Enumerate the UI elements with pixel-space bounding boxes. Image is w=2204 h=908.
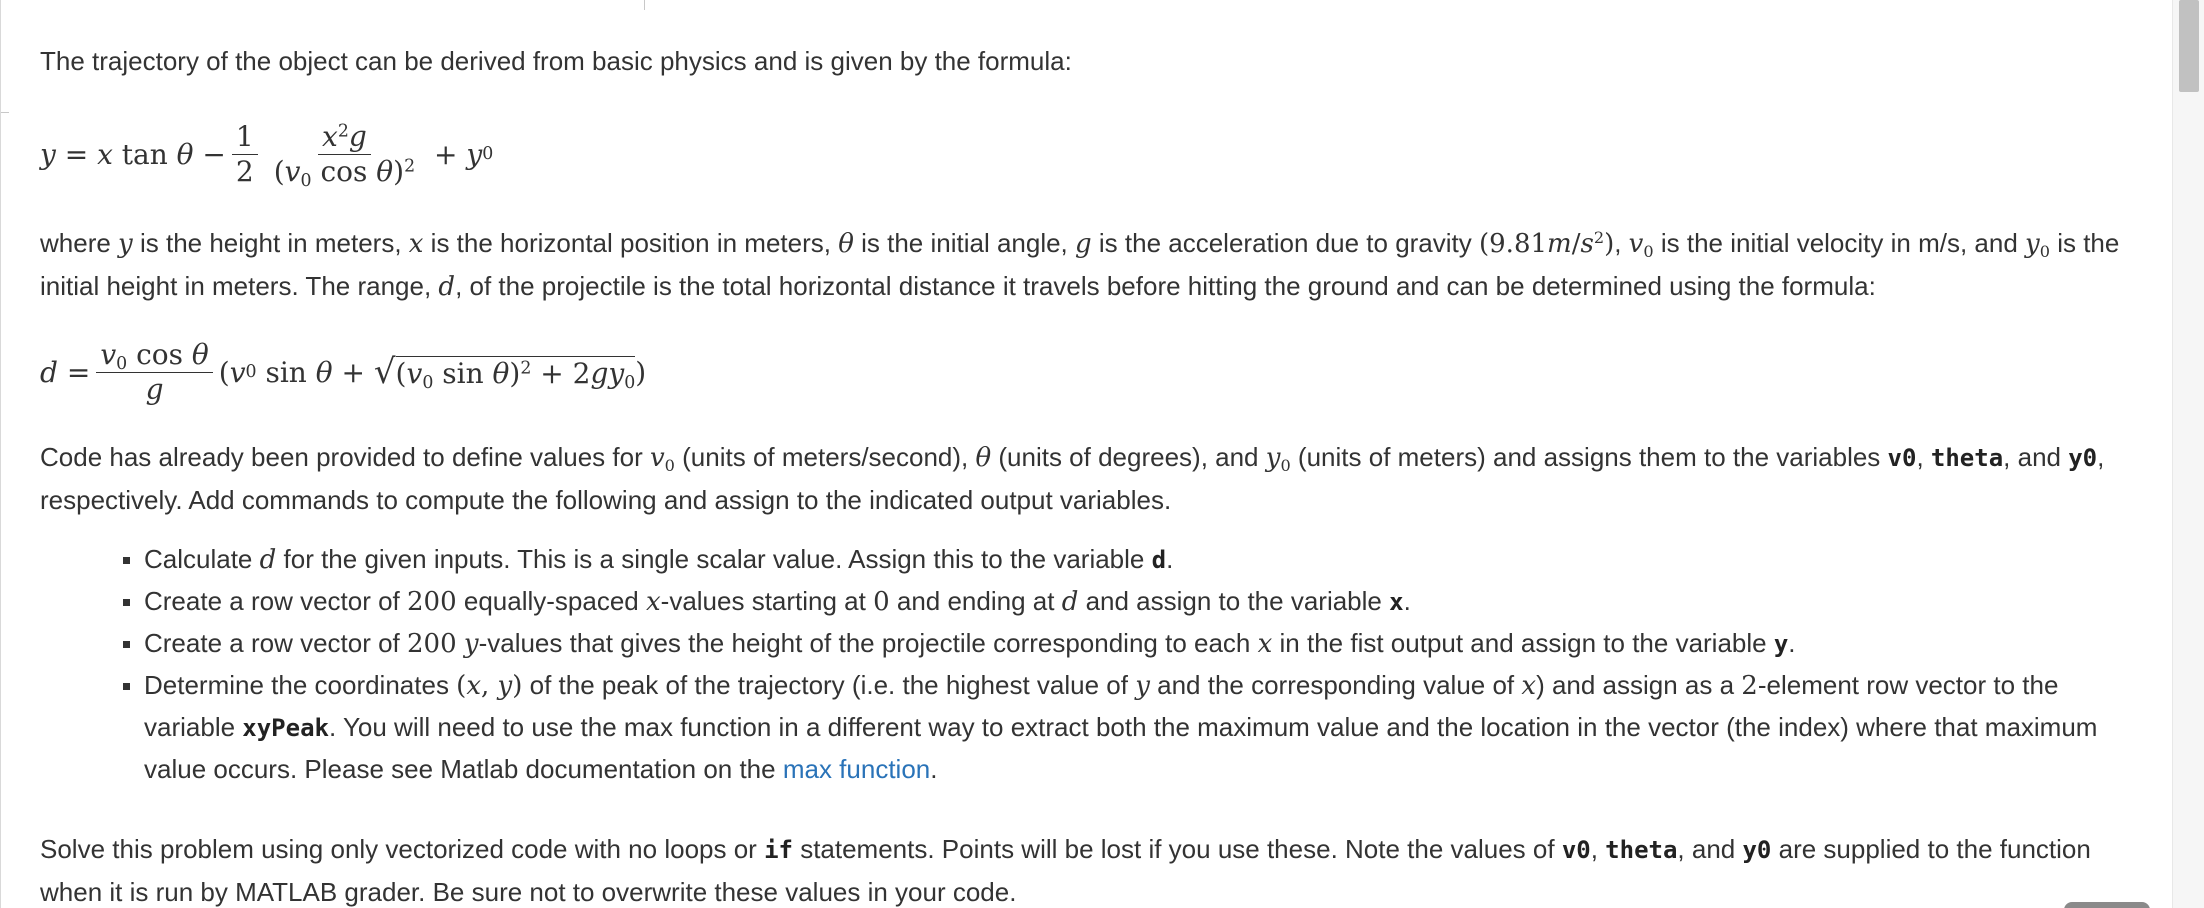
keyword-if: if xyxy=(764,836,793,864)
list-item: Create a row vector of 200 equally-spaced x-values starting at 0 and ending at d and assign to the variable x. xyxy=(144,581,2124,623)
divider-tick xyxy=(644,0,645,10)
var-x: x xyxy=(1389,588,1404,616)
var-d: d xyxy=(1151,546,1167,574)
var-theta: theta xyxy=(1930,444,2004,472)
code-provided-paragraph: Code has already been provided to define values for $v_0$ (units of meters/second), θ (units of degrees), and $y_0$ (units of meters) and assigns them to the variables v0, theta, and y0, respectively. Add commands to compute the following and assign to the indicated output variables. xyxy=(40,442,2105,515)
var-xypeak: xyPeak xyxy=(242,714,329,742)
var-y0: y0 xyxy=(1742,836,1772,864)
divider-tick-left xyxy=(1,112,9,113)
trajectory-formula: y = x tan θ − $\frac{1}{2}$ $\frac{x^2g}{(v_0 \cos \theta)^2}$ + y 0 xyxy=(40,119,494,191)
task-list xyxy=(40,539,2120,790)
variables-paragraph: where y is the height in meters, x is the horizontal position in meters, θ is the initial angle, g is the acceleration due to gravity $(9.81m/s^2)$, $v_0$ is the initial velocity in m/s, and $y_0$ is the initial height in meters. The range, d, of the projectile is the total horizontal distance it travels before hitting the ground and can be determined using the formula: xyxy=(40,228,2120,302)
var-y0: y0 xyxy=(2068,444,2098,472)
var-theta: theta xyxy=(1605,836,1678,864)
list-item: Determine the coordinates (x, y) of the peak of the trajectory (i.e. the highest value of y and the corresponding value of x) and assign as a 2-element row vector to the variable xyPeak. You will need to use the max function in a different way to extract both the maximum value and the location in the vector (the index) where that maximum value occurs. Please see Matlab documentation on the max function. xyxy=(144,665,2124,790)
list-item: Calculate d for the given inputs. This is a single scalar value. Assign this to the variable d. xyxy=(144,539,2124,581)
var-y: y xyxy=(1773,630,1789,658)
scrollbar-thumb[interactable] xyxy=(2179,0,2199,92)
vertical-scrollbar[interactable] xyxy=(2172,0,2204,908)
max-function-link[interactable]: max function xyxy=(782,754,931,784)
problem-description xyxy=(40,40,2120,908)
list-item: Create a row vector of 200 y-values that gives the height of the projectile corresponding to each x in the fist output and assign to the variable y. xyxy=(144,623,2124,665)
range-formula: d = $\frac{v_0 \cos \theta}{g}$ ( v 0 sin θ + √ ($v_0$ $\sin \theta)^2 + 2gy_0$ ) xyxy=(40,337,647,406)
intro-paragraph: The trajectory of the object can be derived from basic physics and is given by the formula: xyxy=(40,46,1072,76)
var-v0: v0 xyxy=(1561,836,1591,864)
floating-tab[interactable] xyxy=(2064,902,2150,908)
instructions-paragraph: Solve this problem using only vectorized code with no loops or if statements. Points will be lost if you use these. Note the values of v0, theta, and y0 are supplied to the function when it is run by MATLAB grader. Be sure not to overwrite these values in your code. xyxy=(40,834,2091,907)
var-v0: v0 xyxy=(1887,444,1917,472)
